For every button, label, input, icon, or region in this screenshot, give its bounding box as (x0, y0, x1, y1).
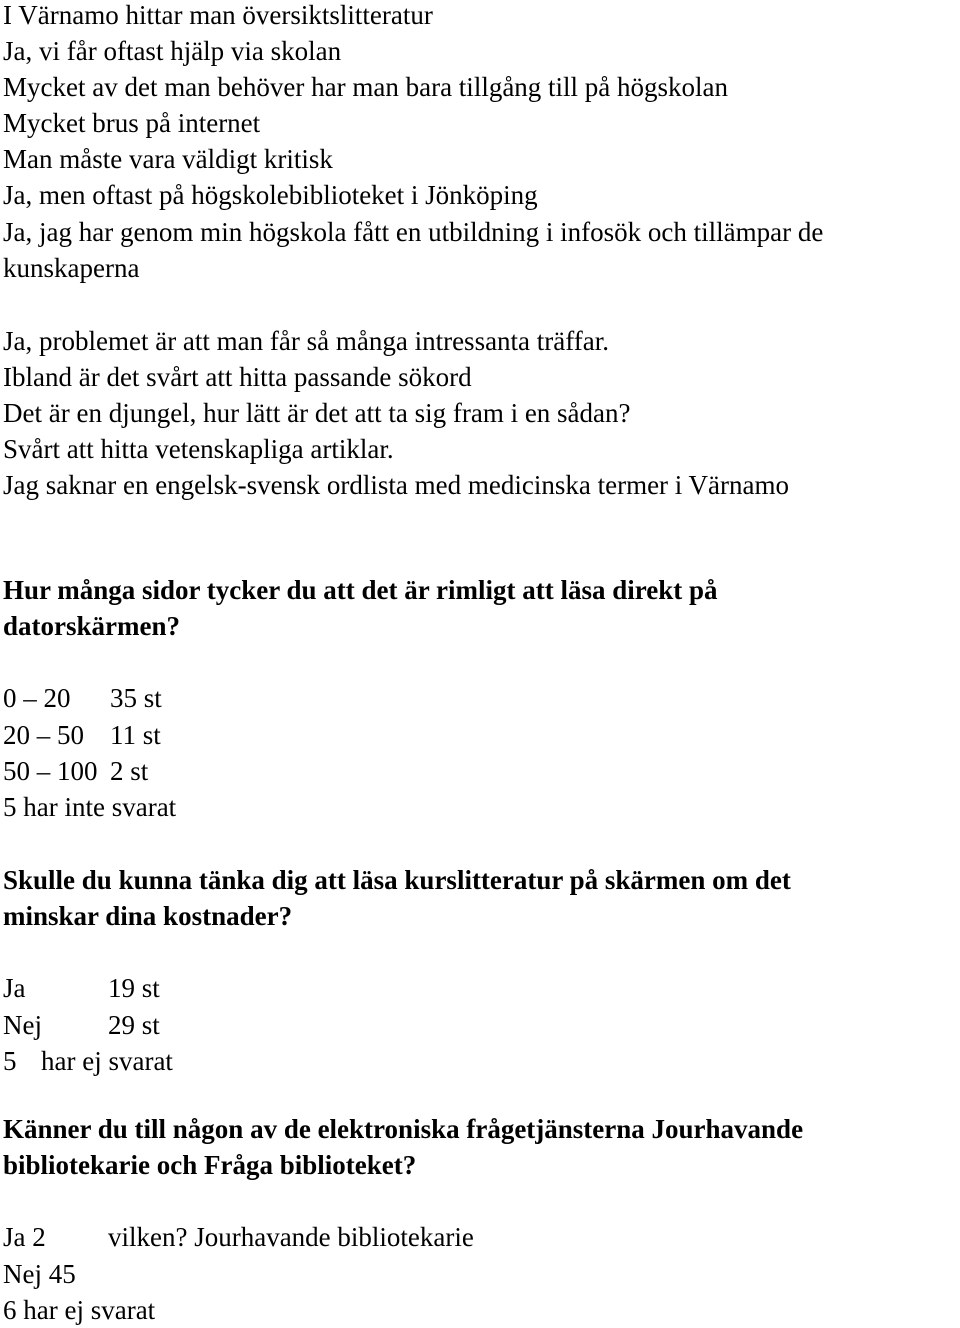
no-answer-line: 5 har inte svarat (3, 792, 177, 822)
question-heading: Känner du till någon av de elektroniska frågetjänsterna Jourhavande (3, 1114, 804, 1144)
no-answer-line: 6 har ej svarat (3, 1295, 156, 1325)
comment-line: Ja, problemet är att man får så många intressanta träffar. (3, 326, 609, 356)
answer-row (3, 1219, 474, 1255)
answer-which: vilken? Jourhavande bibliotekarie (108, 1222, 474, 1252)
comment-line: Ibland är det svårt att hitta passande sökord (3, 362, 472, 392)
comment-line: Jag saknar en engelsk-svensk ordlista med medicinska termer i Värnamo (3, 470, 790, 500)
answer-row (3, 1043, 173, 1079)
comment-line: Svårt att hitta vetenskapliga artiklar. (3, 434, 394, 464)
answer-row (3, 680, 162, 716)
question-heading: bibliotekarie och Fråga biblioteket? (3, 1150, 417, 1180)
answer-yes: Ja 2 (3, 1222, 46, 1252)
answer-range: 50 – 100 (3, 756, 98, 786)
comment-line: Ja, vi får oftast hjälp via skolan (3, 36, 342, 66)
answer-range: 20 – 50 (3, 720, 84, 750)
comment-line: Det är en djungel, hur lätt är det att ta sig fram i en sådan? (3, 398, 631, 428)
answer-label: Ja (3, 973, 26, 1003)
question-heading: minskar dina kostnader? (3, 901, 293, 931)
comment-line: Man måste vara väldigt kritisk (3, 144, 333, 174)
comment-line: kunskaperna (3, 253, 140, 283)
answer-count: 2 st (110, 756, 149, 786)
comment-line: Ja, men oftast på högskolebiblioteket i Jönköping (3, 180, 538, 210)
question-heading: Skulle du kunna tänka dig att läsa kurslitteratur på skärmen om det (3, 865, 791, 895)
answer-row (3, 1007, 160, 1043)
comment-line: Mycket av det man behöver har man bara tillgång till på högskolan (3, 72, 729, 102)
answer-label: 5 (3, 1046, 17, 1076)
comment-line: I Värnamo hittar man översiktslitteratur (3, 0, 433, 30)
answer-count: har ej svarat (41, 1046, 173, 1076)
answer-range: 0 – 20 (3, 683, 71, 713)
question-heading: Hur många sidor tycker du att det är rimligt att läsa direkt på (3, 575, 718, 605)
answer-count: 35 st (110, 683, 162, 713)
answer-count: 11 st (110, 720, 161, 750)
answer-count: 19 st (108, 973, 160, 1003)
question-heading: datorskärmen? (3, 611, 180, 641)
comment-line: Mycket brus på internet (3, 108, 261, 138)
comment-line: Ja, jag har genom min högskola fått en utbildning i infosök och tillämpar de (3, 217, 824, 247)
answer-label: Nej (3, 1010, 42, 1040)
answer-no: Nej 45 (3, 1259, 76, 1289)
answer-row (3, 717, 161, 753)
answer-row (3, 970, 160, 1006)
answer-row (3, 753, 148, 789)
answer-count: 29 st (108, 1010, 160, 1040)
